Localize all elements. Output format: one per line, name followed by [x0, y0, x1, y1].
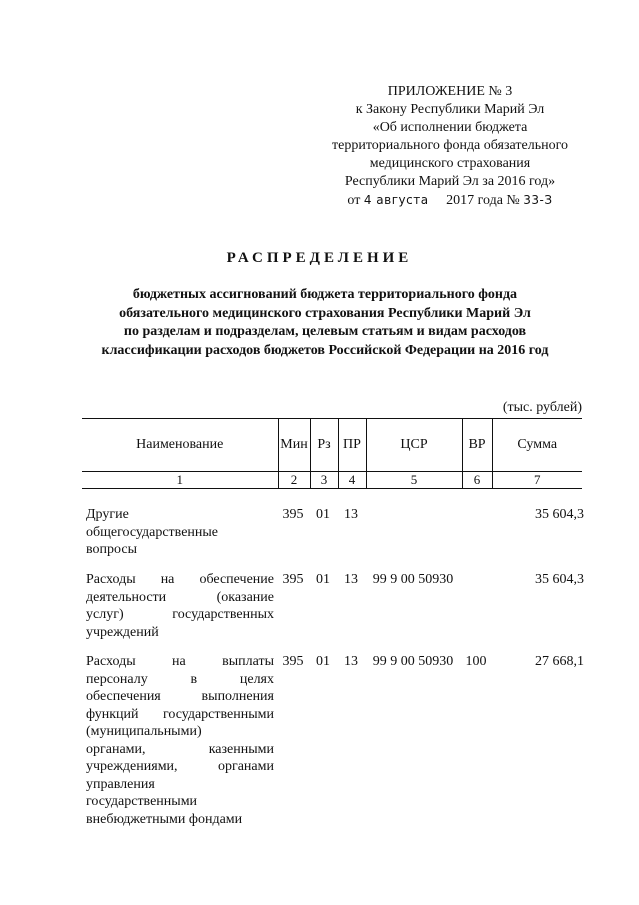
cell-min: 395 [282, 507, 304, 522]
name-line: внебюджетными фондами [86, 811, 243, 827]
name-line: Другие [86, 507, 129, 522]
subtitle-line: классификации расходов бюджетов Российской Федерации на 2016 год [101, 342, 549, 358]
name-line: персоналу в целях [86, 671, 274, 687]
cell-min: 395 [282, 572, 304, 587]
cell-csr: 99 9 00 50930 [372, 572, 454, 587]
cell-sum: 35 604,3 [535, 507, 584, 522]
name-line: органами, казенными [86, 741, 274, 757]
column-number: 2 [278, 472, 310, 489]
cell-rz: 01 [316, 507, 330, 522]
name-line: государственными [86, 794, 198, 809]
name-line: вопросы [86, 542, 137, 557]
law-number-handwritten: 33-З [523, 193, 553, 207]
row-name [86, 653, 274, 828]
cell-min: 395 [282, 654, 304, 669]
row-name [86, 571, 274, 641]
subtitle-line: по разделам и подразделам, целевым статьям и видам расходов [123, 324, 527, 339]
appendix-line: к Закону Республики Марий Эл [355, 102, 545, 117]
document-title: РАСПРЕДЕЛЕНИЕ [226, 250, 413, 266]
header-min: Мин [278, 419, 310, 472]
name-line: (муниципальными) [86, 724, 202, 739]
appendix-line: территориального фонда обязательного [332, 138, 568, 153]
date-prefix: от [347, 193, 361, 208]
subtitle-line: бюджетных ассигнований бюджета территориального фонда [132, 287, 518, 302]
cell-pr: 13 [344, 507, 358, 522]
header-rz: Рз [310, 419, 338, 472]
name-line: обеспечения выполнения [86, 689, 274, 704]
name-line: учреждениями, органами [86, 759, 274, 774]
appendix-line: медицинского страхования [369, 156, 531, 171]
cell-vr: 100 [465, 654, 487, 669]
header-vr: ВР [462, 419, 492, 472]
column-number: 4 [338, 472, 366, 489]
name-line: Расходы на выплаты [86, 654, 274, 669]
cell-sum: 35 604,3 [535, 572, 584, 587]
appendix-line: ПРИЛОЖЕНИЕ № 3 [387, 84, 513, 99]
column-number: 6 [462, 472, 492, 489]
column-number: 1 [82, 472, 278, 489]
name-line: функций государственными [86, 706, 274, 722]
appendix-line: «Об исполнении бюджета [372, 120, 528, 135]
header-csr: ЦСР [366, 419, 462, 472]
appendix-date-line [300, 191, 600, 210]
header-name: Наименование [82, 419, 278, 472]
column-number: 3 [310, 472, 338, 489]
column-number: 5 [366, 472, 462, 489]
name-line: учреждений [86, 624, 159, 640]
table-header [82, 418, 582, 489]
name-line: услуг) государственных [86, 607, 274, 622]
cell-rz: 01 [316, 572, 330, 587]
appendix-line: Республики Марий Эл за 2016 год» [344, 174, 556, 189]
cell-pr: 13 [344, 572, 358, 587]
date-year: 2017 года № [446, 193, 520, 208]
appendix-block [300, 83, 600, 210]
name-line: деятельности (оказание [86, 589, 274, 605]
header-sum: Сумма [492, 419, 582, 472]
date-handwritten: 4 августа [363, 193, 429, 207]
name-line: управления [86, 776, 155, 792]
units-label: (тыс. рублей) [502, 400, 582, 415]
column-number: 7 [492, 472, 582, 489]
cell-csr: 99 9 00 50930 [372, 654, 454, 669]
name-line: общегосударственные [86, 524, 219, 540]
name-line: Расходы на обеспечение [86, 572, 274, 587]
subtitle-line: обязательного медицинского страхования Республики Марий Эл [119, 305, 531, 321]
cell-rz: 01 [316, 654, 330, 669]
header-pr: ПР [338, 419, 366, 472]
row-name [86, 506, 274, 559]
document-subtitle [60, 286, 590, 360]
cell-sum: 27 668,1 [535, 654, 584, 669]
cell-pr: 13 [344, 654, 358, 669]
